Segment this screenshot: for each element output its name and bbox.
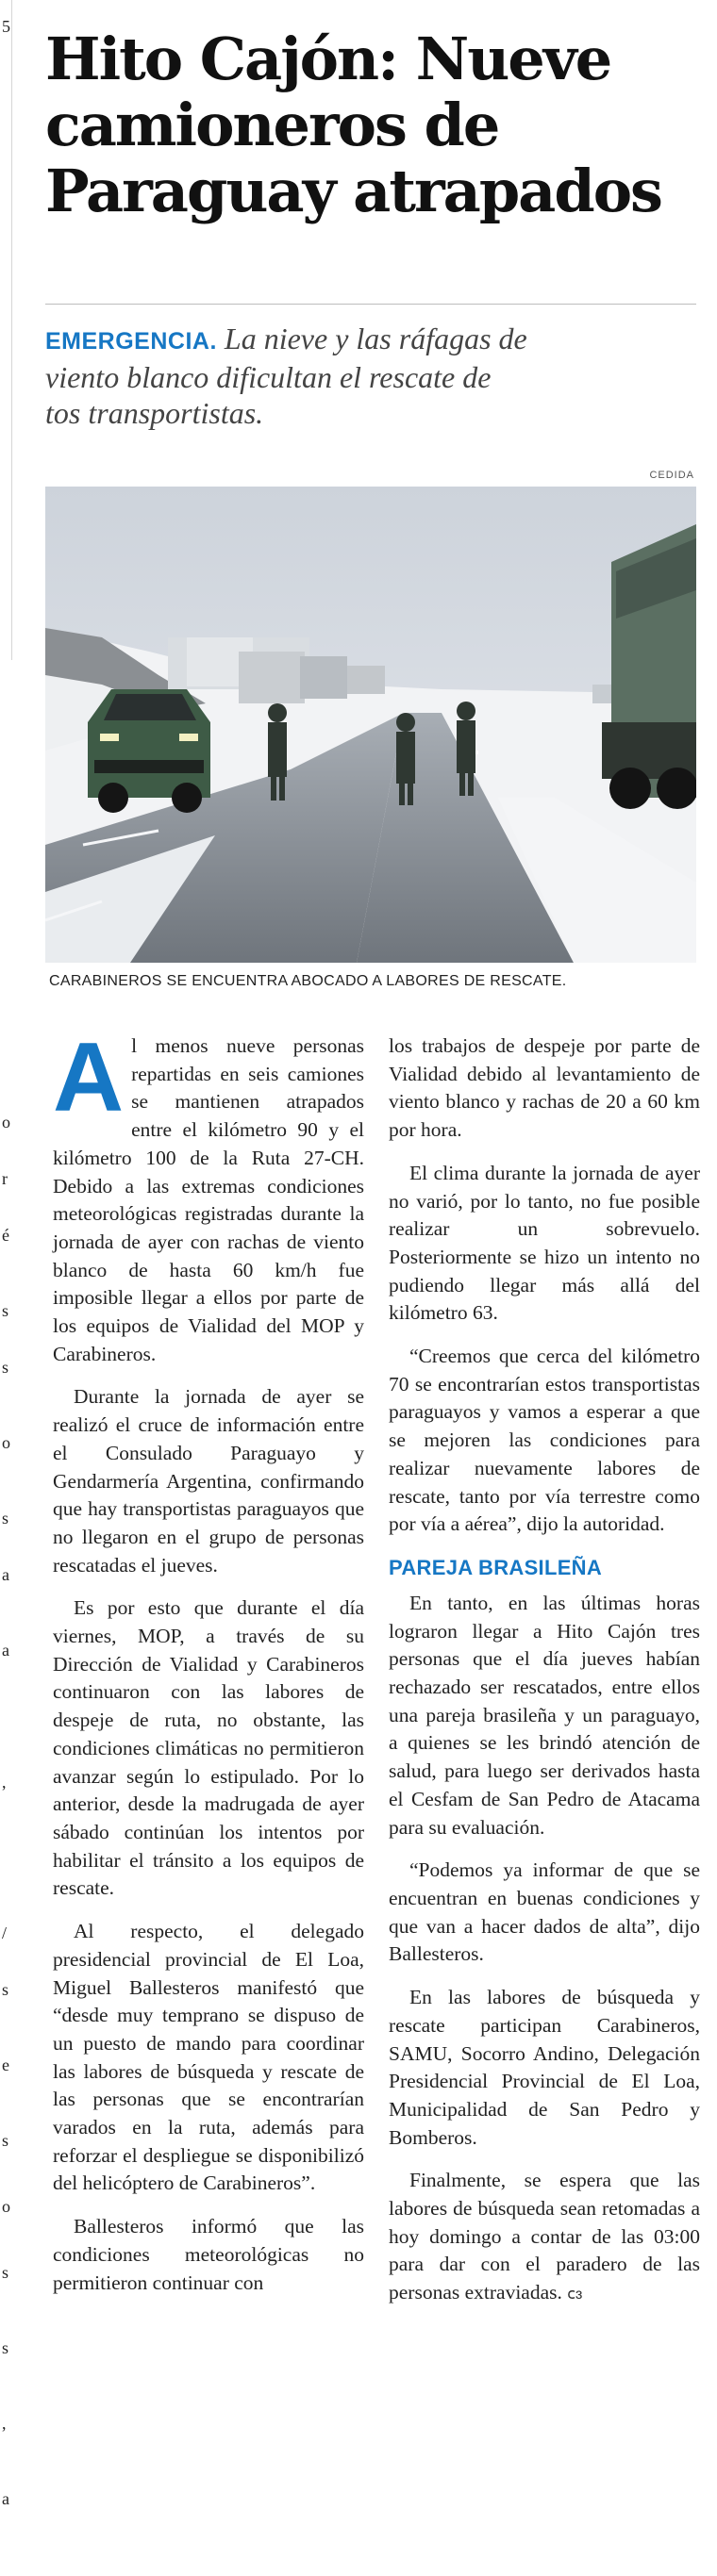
- article-column-left: [53, 1023, 364, 2312]
- gutter-fragment: e: [2, 2056, 9, 2074]
- news-photo: [45, 487, 696, 963]
- gutter-fragment: s: [2, 1509, 9, 1527]
- gutter-fragment: s: [2, 2263, 9, 2282]
- kicker-dek-line: La nieve y las ráfagas de: [224, 322, 527, 355]
- article-paragraph: Al respecto, el delegado presidencial provincial de El Loa, Miguel Ballesteros manifestó que “desde muy temprano se dispuso de un puesto de mando para coordinar las labores de búsqueda y rescate de las personas que se encontrarían varados en la ruta, además para reforzar el despliegue se disponibilizó del helicóptero de Carabineros”.: [53, 1920, 364, 2195]
- gutter-fragment: s: [2, 2338, 9, 2357]
- headline-line: camioneros de: [45, 91, 499, 159]
- gutter-fragment: é: [2, 1226, 9, 1245]
- section-subhead: PAREJA BRASILEÑA: [389, 1555, 603, 1579]
- article-paragraph: Durante la jornada de ayer se realizó el cruce de información entre el Consulado Paraguayo y Gendarmería Argentina, confirmando que hay transportistas paraguayos que no llegaron en el grupo de personas rescatadas el jueves.: [53, 1385, 364, 1577]
- gutter-fragment: s: [2, 1358, 9, 1377]
- news-article: [38, 0, 698, 2576]
- gutter-fragment: s: [2, 2131, 9, 2150]
- photo-credit: CEDIDA: [649, 470, 694, 481]
- gutter-fragment: o: [2, 2197, 10, 2216]
- gutter-fragment: a: [2, 2489, 9, 2508]
- paragraph-text: l menos nueve personas repartidas en seis camiones se mantienen atrapados entre el kilómetro 90 y el kilómetro 100 de la Ruta 27-CH. Debido a las extremas condiciones meteorológicas registradas durante la jornada de ayer con rachas de viento blanco de hasta 60 km/h fue imposible llegar a ellos por parte de los equipos de Vialidad del MOP y Carabineros.: [53, 1034, 364, 1365]
- article-paragraph: los trabajos de despeje por parte de Vialidad debido al levantamiento de viento blanco y rachas de 20 a 60 km por hora.: [389, 1034, 700, 1142]
- gutter-fragment: o: [2, 1433, 10, 1452]
- article-column-right: [389, 1032, 700, 2324]
- gutter-fragment: r: [2, 1169, 8, 1188]
- adjacent-page-fragments: [0, 0, 13, 2576]
- article-paragraph: En tanto, en las últimas horas lograron llegar a Hito Cajón tres personas que el día jueves habían rechazado ser rescatados, entre ellos una pareja brasileña y un paraguayo, a quienes se les brindó atención de salud, para luego ser derivados hasta el Cesfam de San Pedro de Atacama para su evaluación.: [389, 1591, 700, 1839]
- headline: [45, 26, 696, 224]
- paragraph-text: Finalmente, se espera que las labores de búsqueda sean retomadas a hoy domingo a contar de las 03:00 para dar con el paradero de las personas extraviadas.: [389, 2169, 700, 2304]
- photo-caption: CARABINEROS SE ENCUENTRA ABOCADO A LABORES DE RESCATE.: [49, 973, 567, 989]
- kicker: [45, 321, 696, 431]
- truck-right: [602, 524, 696, 809]
- article-paragraph: Ballesteros informó que las condiciones meteorológicas no permitieron continuar con: [53, 2215, 364, 2294]
- kicker-label: EMERGENCIA.: [45, 328, 217, 355]
- article-paragraph: “Creemos que cerca del kilómetro 70 se encontrarían estos transportistas paraguayos y vamos a esperar a que se mejoren las condiciones para realizar nuevamente labores de rescate, tanto por vía terrestre como por vía a aérea”, dijo la autoridad.: [389, 1345, 700, 1536]
- article-paragraph: [53, 1023, 364, 1368]
- gutter-fragment: s: [2, 1980, 9, 1999]
- snowy-road-photo: [45, 487, 696, 963]
- kicker-dek-line: tos transportistas.: [45, 396, 264, 430]
- article-paragraph: En las labores de búsqueda y rescate participan Carabineros, SAMU, Socorro Andino, Delegación Presidencial Provincial de El Loa, Municipalidad de San Pedro y Bomberos.: [389, 1986, 700, 2149]
- pickup-truck: [88, 689, 210, 813]
- divider: [45, 304, 696, 305]
- end-of-article-mark: ⅽɜ: [567, 2287, 583, 2304]
- gutter-fragment: a: [2, 1565, 9, 1584]
- article-paragraph: “Podemos ya informar de que se encuentran en buenas condiciones y que van a hacer dados de alta”, dijo Ballesteros.: [389, 1858, 700, 1966]
- article-paragraph: [389, 2167, 700, 2309]
- gutter-fragment: s: [2, 1301, 9, 1320]
- gutter-fragment: ,: [2, 1773, 7, 1792]
- drop-cap: A: [53, 1023, 125, 1132]
- gutter-fragment: a: [2, 1641, 9, 1660]
- gutter-fragment: ,: [2, 2414, 7, 2433]
- article-paragraph: El clima durante la jornada de ayer no varió, por lo tanto, no fue posible realizar un sobrevuelo. Posteriormente se hizo un intento no pudiendo llegar más allá del kilómetro 63.: [389, 1161, 700, 1325]
- headline-line: Hito Cajón: Nueve: [45, 25, 611, 93]
- kicker-dek-line: viento blanco dificultan el rescate de: [45, 360, 492, 394]
- gutter-fragment: 5: [2, 17, 10, 36]
- gutter-fragment: /: [2, 1924, 8, 1942]
- adjacent-page-gutter: [0, 0, 15, 2576]
- gutter-fragment: o: [2, 1113, 10, 1131]
- headline-line: Paraguay atrapados: [45, 157, 661, 225]
- article-paragraph: Es por esto que durante el día viernes, MOP, a través de su Dirección de Vialidad y Carabineros continuaron con las labores de despeje de ruta, no obstante, las condiciones climáticas no permitieron avanzar según lo estipulado. Por lo anterior, desde la madrugada de ayer sábado continúan los intentos por habilitar el tránsito a los equipos de rescate.: [53, 1596, 364, 1900]
